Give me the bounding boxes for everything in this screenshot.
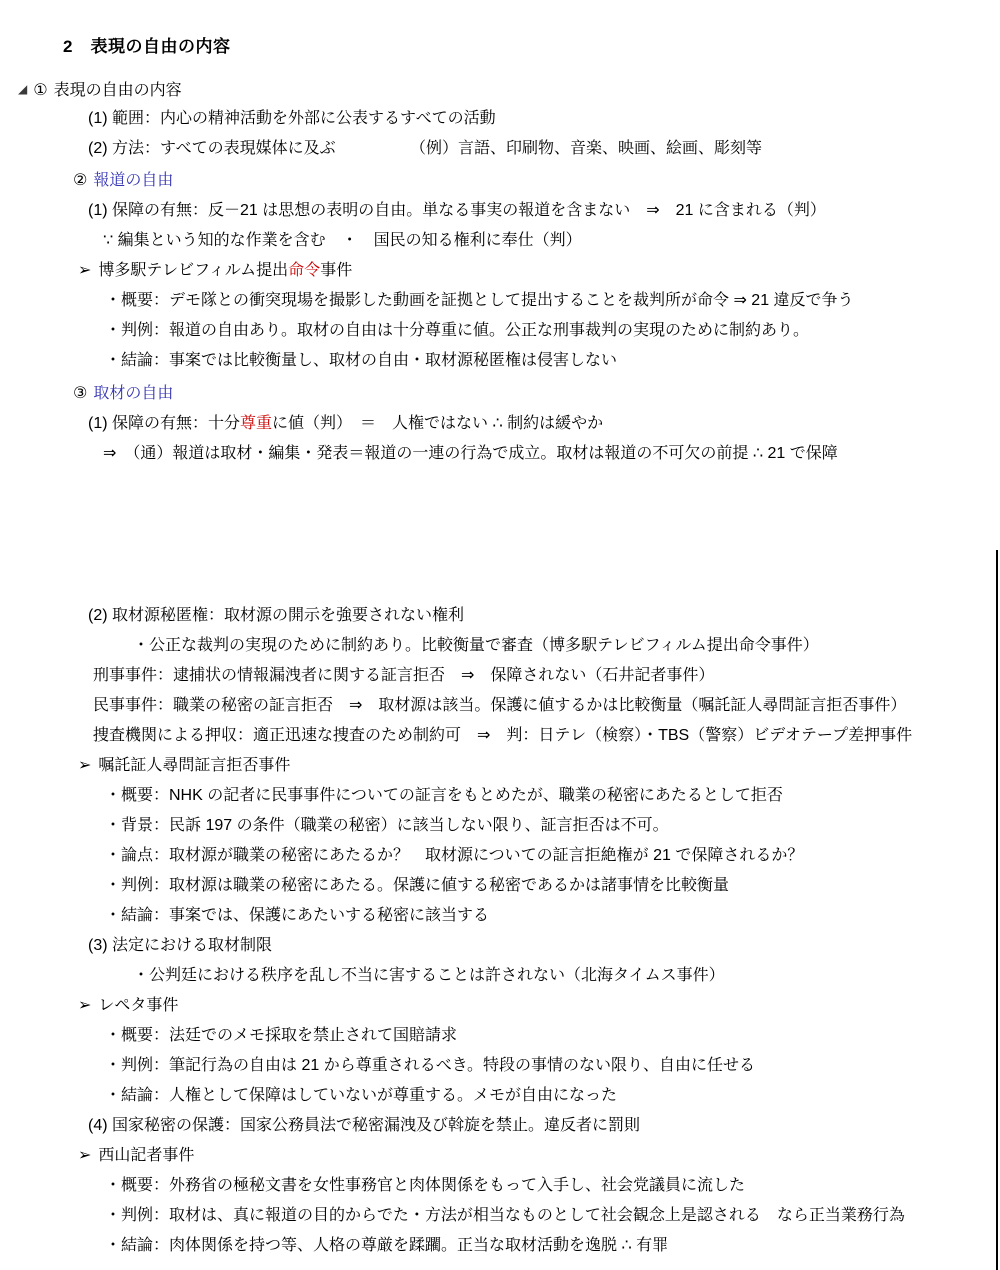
case-repeta-title: レペタ事件	[98, 997, 179, 1014]
case-shokutaku-overview: ・概要：NHK の記者に民事事件についての証言をもとめたが、職業の秘密にあたるとして拒否	[105, 787, 783, 804]
case-nishiyama-ruling: ・判例：取材は、真に報道の目的からでた・方法が相当なものとして社会観念上是認される なら正当業務行為	[105, 1207, 905, 1224]
page-edge-rule	[996, 550, 998, 1270]
outline-item-1	[18, 78, 182, 102]
item2-reason-line: ∵ 編集という知的な作業を含む ・ 国民の知る権利に奉仕（判）	[103, 232, 582, 249]
collapse-triangle-icon[interactable]: ◢	[18, 82, 28, 96]
arrowhead-bullet-icon: ➢	[78, 1147, 92, 1164]
item2-label: 報道の自由	[93, 172, 174, 189]
item3-court-limit-note: ・公判廷における秩序を乱し不当に害することは許されない（北海タイムス事件）	[133, 967, 725, 984]
item3-guarantee-pre: (1) 保障の有無：十分	[88, 415, 241, 432]
case-shokutaku-title: 嘱託証人尋問証言拒否事件	[98, 757, 291, 774]
case-hakata-overview: ・概要：デモ隊との衝突現場を撮影した動画を証拠として提出することを裁判所が命令 ⇒ 21 違反で争う	[105, 292, 854, 309]
item1-scope-line: (1) 範囲：内心の精神活動を外部に公表するすべての活動	[88, 110, 496, 127]
item2-guarantee-line: (1) 保障の有無：反－21 は思想の表明の自由。単なる事実の報道を含まない ⇒ 21 に含まれる（判）	[88, 202, 826, 219]
arrowhead-bullet-icon: ➢	[78, 997, 92, 1014]
section-heading: 2 表現の自由の内容	[63, 37, 231, 56]
case-shokutaku-title-line	[78, 755, 290, 777]
case-shokutaku-ruling: ・判例：取材源は職業の秘密にあたる。保護に値する秘密であるかは諸事情を比較衡量	[105, 877, 730, 894]
case-repeta-overview: ・概要：法廷でのメモ採取を禁止されて国賠請求	[105, 1027, 458, 1044]
case-hakata-title-line	[78, 260, 352, 282]
item3-number: ③	[73, 385, 88, 402]
item3-source-right-line: (2) 取材源秘匿権：取材源の開示を強要されない権利	[88, 607, 465, 624]
item3-source-note-line: ・公正な裁判の実現のために制約あり。比較衡量で審査（博多駅テレビフィルム提出命令事件）	[133, 637, 819, 654]
case-nishiyama-title-line	[78, 1145, 194, 1167]
arrowhead-bullet-icon: ➢	[78, 262, 92, 279]
case-shokutaku-conclusion: ・結論：事案では、保護にあたいする秘密に該当する	[105, 907, 490, 924]
item3-label: 取材の自由	[93, 385, 174, 402]
item3-criminal-case-line: 刑事事件：逮捕状の情報漏洩者に関する証言拒否 ⇒ 保障されない（石井記者事件）	[93, 667, 715, 684]
item1-label: 表現の自由の内容	[53, 82, 182, 99]
item1-method-example: （例）言語、印刷物、音楽、映画、絵画、彫刻等	[410, 140, 763, 157]
item2-number: ②	[73, 172, 88, 189]
case-nishiyama-conclusion: ・結論：肉体関係を持つ等、人格の尊厳を蹂躙。正当な取材活動を逸脱 ∴ 有罪	[105, 1237, 669, 1254]
case-shokutaku-issue: ・論点：取材源が職業の秘密にあたるか？ 取材源についての証言拒絶権が 21 で保障されるか？	[105, 847, 804, 864]
case-repeta-title-line	[78, 995, 178, 1017]
item3-civil-case-line: 民事事件：職業の秘密の証言拒否 ⇒ 取材源は該当。保護に値するかは比較衡量（嘱託証人尋問証言拒否事件）	[93, 697, 907, 714]
case-nishiyama-title: 西山記者事件	[98, 1147, 195, 1164]
case-nishiyama-overview: ・概要：外務省の極秘文書を女性事務官と肉体関係をもって入手し、社会党議員に流した	[105, 1177, 746, 1194]
item3-guarantee-line	[88, 413, 603, 435]
item3-seizure-line: 捜査機関による押収：適正迅速な捜査のため制約可 ⇒ 判：日テレ（検察）・TBS（警察）ビデオテープ差押事件	[93, 727, 913, 744]
item3-theory-line: ⇒ （通）報道は取材・編集・発表＝報道の一連の行為で成立。取材は報道の不可欠の前提 ∴ 21 で保障	[103, 445, 838, 462]
item1-method-text: (2) 方法：すべての表現媒体に及ぶ	[88, 140, 336, 157]
item3-guarantee-post: に値（判） ＝ 人権ではない ∴ 制約は緩やか	[272, 415, 604, 432]
case-repeta-ruling: ・判例：筆記行為の自由は 21 から尊重されるべき。特段の事情のない限り、自由に任せる	[105, 1057, 756, 1074]
item3-state-secret-line: (4) 国家秘密の保護：国家公務員法で秘密漏洩及び斡旋を禁止。違反者に罰則	[88, 1117, 641, 1134]
case-hakata-title-post: 事件	[320, 262, 353, 279]
case-hakata-ruling: ・判例：報道の自由あり。取材の自由は十分尊重に値。公正な刑事裁判の実現のために制約あり。	[105, 322, 810, 339]
outline-item-3	[73, 383, 173, 405]
case-repeta-conclusion: ・結論：人権として保障はしていないが尊重する。メモが自由になった	[105, 1087, 618, 1104]
item3-court-limit-line: (3) 法定における取材制限	[88, 937, 273, 954]
case-shokutaku-background: ・背景：民訴 197 の条件（職業の秘密）に該当しない限り、証言拒否は不可。	[105, 817, 669, 834]
item3-guarantee-em: 尊重	[240, 415, 273, 432]
case-hakata-title-pre: 博多駅テレビフィルム提出	[98, 262, 289, 279]
item1-number: ①	[33, 82, 48, 99]
arrowhead-bullet-icon: ➢	[78, 757, 92, 774]
outline-item-2	[73, 170, 173, 192]
case-hakata-title-em: 命令	[288, 262, 321, 279]
case-hakata-conclusion: ・結論：事案では比較衡量し、取材の自由・取材源秘匿権は侵害しない	[105, 352, 618, 369]
